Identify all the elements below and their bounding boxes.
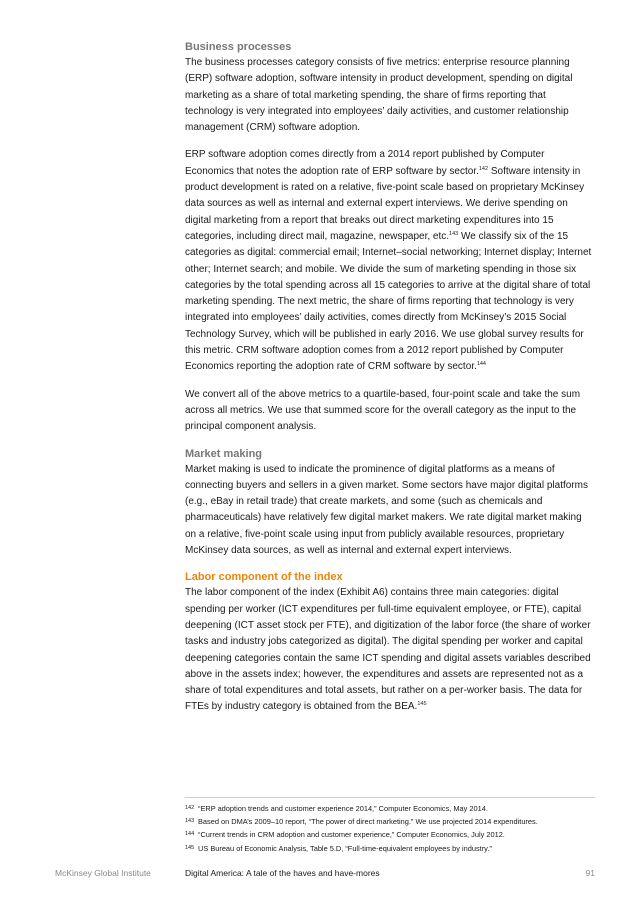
footnote-144	[185, 828, 605, 841]
footnote-143	[185, 815, 605, 828]
footnote-number: 143	[185, 818, 195, 825]
footnote-ref-145[interactable]: 145	[417, 701, 427, 708]
footnote-number: 142	[185, 805, 195, 811]
footnote-ref-143[interactable]: 143	[449, 230, 459, 237]
footnote-divider	[185, 797, 595, 798]
market-making-paragraph-1: Market making is used to indicate the prominence of digital platforms as a means of connecting buyers and sellers in a given market. Some sectors have major digital platforms (e.g., eBay in retail trade) that create markets, and some (such as chemicals and pharmaceuticals) have relatively few digital market makers. We rate digital market making on a relative, five-point scale using input from publicly available resources, proprietary McKinsey data sources, as well as internal and external expert interviews.	[185, 463, 588, 557]
section-heading-business-processes: Business processes	[185, 41, 292, 53]
footnote-text: “ERP adoption trends and customer experience 2014,” Computer Economics, May 2014.	[198, 804, 488, 813]
footnote-145	[185, 842, 605, 855]
section-heading-market-making: Market making	[185, 447, 263, 460]
business-processes-paragraph-1: The business processes category consists of five metrics: enterprise resource planning (ERP) software adoption, software intensity in product development, spending on digital marketing as a share of total marketing spending, the share of firms reporting that technology is very integrated into employees’ daily activities, and customer relationship management (CRM) software adoption.	[185, 57, 573, 134]
footnote-text: US Bureau of Economic Analysis, Table 5.D, “Full-time-equivalent employees by industry.”	[198, 843, 492, 853]
page-number: 91	[585, 868, 595, 878]
business-processes-paragraph-3: We convert all of the above metrics to a quartile-based, four-point scale and take the sum across all metrics. We use that summed score for the overall category as the input to the principal component analysis.	[185, 388, 581, 433]
section-heading-labor-component: Labor component of the index	[185, 571, 343, 584]
footnote-text: “Current trends in CRM adoption and customer experience,” Computer Economics, July 2012.	[198, 830, 505, 840]
paragraph-text: ERP software adoption comes directly from a 2014 report published by Computer Economics that notes the adoption rate of ERP software by sector.	[185, 149, 545, 177]
footnote-142	[185, 802, 605, 815]
footnotes	[185, 802, 605, 855]
business-processes-paragraph-2	[185, 147, 595, 375]
footer-report-title: Digital America: A tale of the haves and have-mores	[185, 868, 380, 878]
main-content	[185, 40, 595, 727]
footnote-number: 144	[185, 831, 195, 838]
footnote-number: 145	[185, 844, 195, 851]
paragraph-text: We classify six of the 15 categories as digital: commercial email; Internet–social networking; Internet display; Internet other; Internet search; and mobile. We divide the sum of marketing spending in those six categories by the total spending across all 15 categories to arrive at the digital share of total marketing spending. The next metric, the share of firms reporting that technology is very integrated into employees’ daily activities, comes directly from McKinsey’s 2015 Social Technology Survey, which will be published in early 2016. We use global survey results for this metric. CRM software adoption comes from a 2012 report published by Computer Economics reporting the adoption rate of CRM software by sector.	[185, 230, 592, 373]
footnote-text: Based on DMA’s 2009–10 report, “The power of direct marketing.” We use projected 2014 expenditures.	[198, 817, 538, 827]
paragraph-text: The labor component of the index (Exhibit A6) contains three main categories: digital spending per worker (ICT expenditures per full-time equivalent employee, or FTE), capital deepening (ICT asset stock per FTE), and digitization of the labor force (the share of worker tasks and industry jobs categorized as digital). The digital spending per worker and capital deepening categories contain the same ICT spending and digital assets variables described above in the assets index; however, the expenditures and assets are represented not as a share of total expenditures and total assets, but rather on a per-worker basis. The data for FTEs by industry category is obtained from the BEA.	[185, 587, 591, 713]
footnote-ref-142[interactable]: 142	[478, 165, 489, 172]
labor-component-paragraph-1	[185, 585, 595, 715]
paragraph-text: Software intensity in product development is rated on a relative, five-point scale based on proprietary McKinsey data sources as well as internal and external expert interviews. We derive spending on digital marketing from a report that breaks out direct marketing expenditures into 15 categories, including direct mail, magazine, newspaper, etc.	[185, 165, 585, 242]
footnote-ref-144[interactable]: 144	[476, 361, 486, 368]
footer-publisher: McKinsey Global Institute	[55, 868, 151, 878]
